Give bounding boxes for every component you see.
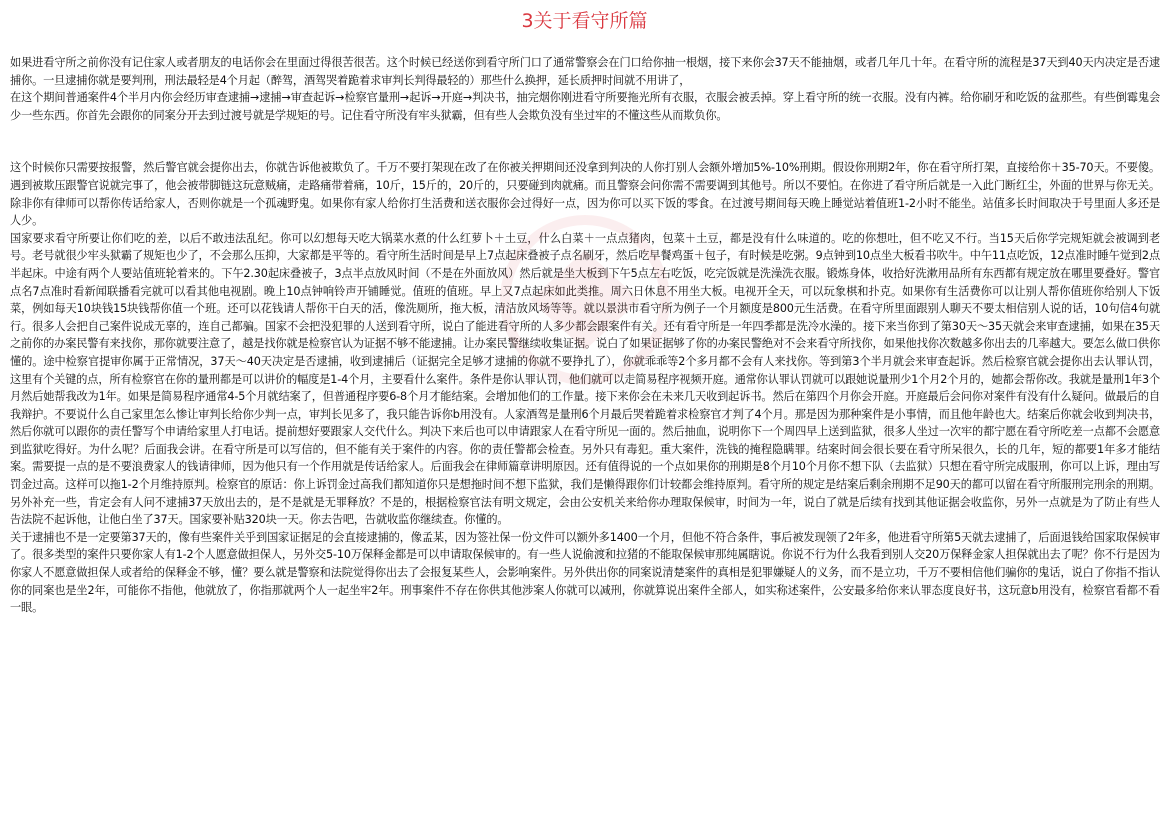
paragraph-1: 如果进看守所之前你没有记住家人或者朋友的电话你会在里面过得很苦很苦。这个时候已经送你到看守所门口了通常警察会在门口给你抽一根烟，接下来你会37天不能抽烟，或者几年几十年。在看守所的流程是37天到40天内决定是否逮捕你。一旦逮捕你就是要判刑，刑法最轻是4个月起（醉驾，酒驾哭着跪着求审判长判得最轻的）那些什么换押，延长质押时间就不用讲了， — [10, 56, 1160, 87]
paragraph-spacer — [10, 124, 1160, 159]
paragraph-5: 关于逮捕也不是一定要第37天的，像有些案件关乎到国家证据足的会直接逮捕的，像孟某，因为签社保一份文件可以额外多1400一个月，但他不符合条件，事后被发现领了2年多，他进看守所第5天就去逮捕了，后面退钱给国家取保候审了。很多类型的案件只要你家人有1-2个人愿意做担保人，另外交5-10万保释金都是可以申请取保候审的。有一些人说偷渡和拉猪的不能取保候审那纯属瞎说。你说不行为什么我看到别人交20万保释金家人担保就出去了呢？你不行是因为你家人不愿意做担保人或者给的保释金不够，懂？要么就是警察和法院觉得你出去了会报复某些人，会影响案件。另外供出你的同案说清楚案件的真相是犯罪嫌疑人的义务，而不是立功，千万不要相信他们骗你的鬼话，说白了你指不指认你的同案也是坐2年，可能你不指他，他就放了，你指那就两个人一起坐牢2年。刑事案件不存在你供其他涉案人你就可以减刑，你就算说出案件全部人，如实称述案件，公安最多给你来认罪态度良好书，这玩意b用没有，检察官看都不看一眼。 — [10, 530, 1160, 615]
article-title: 3关于看守所篇 — [521, 10, 648, 32]
article-body — [10, 54, 1160, 617]
paragraph-4: 国家要求看守所要让你们吃的差，以后不敢违法乱纪。你可以幻想每天吃大锅菜水煮的什么红萝卜＋土豆，什么白菜＋一点点猪肉，包菜＋土豆，都是没有什么味道的。吃的你想吐，但不吃又不行。当15天后你学完规矩就会被调到老号。老号就很少牢头狱霸了规矩也少了，不会那么压抑，大家都是平等的。看守所生活时间是早上7点起床叠被子点名刷牙，然后吃早餐鸡蛋＋包子，有时候是吃粥。9点钟到10点坐大板看书吹牛。中午11点吃饭，12点准时睡午觉到2点半起床。中途有两个人要站值班轮着来的。下午2.30起床叠被子，3点半点放风时间（不是在外面放风）然后就是坐大板到下午5点左右吃饭，吃完饭就是洗澡洗衣服。锻炼身体，收拾好洗漱用品所有东西都有规定放在哪里要叠好。警官点名7点准时看新闻联播看完就可以看其他电视剧。晚上10点钟响铃声开铺睡觉。值班的值班。早上又7点起床如此类推。周六日休息不用坐大板。电视开全天，可以玩象棋和扑克。如果你有生活费你可以让别人帮你值班你给别人下饭菜，例如每天10块钱15块钱帮你值一个班。还可以花钱请人帮你干白天的活，像洗厕所，拖大板，清洁放风场等等。就以景洪市看守所为例子一个月额度是800元生活费。在看守所里面跟别人聊天不要太相信别人说的话，10句信4句就行。很多人会把自己案件说成无辜的，连自己都骗。国家不会把没犯罪的人送到看守所，说白了能进看守所的人多少都会跟案件有关。还有看守所是一年四季都是洗冷水澡的。接下来当你到了第30天～35天就会来审查逮捕，如果在35天之前你的办案民警有来找你，那你就要注意了，越是找你就是检察官认为证据不够不能逮捕。让办案民警继续收集证据。说白了如果证据够了你的办案民警绝对不会来看守所找你，如果他找你次数越多你出去的几率越大。要怎么做口供你懂的。途中检察官提审你属于正常情况，37天～40天决定是否逮捕，收到逮捕后（证据完全足够才逮捕的你就不要挣扎了），你就乖乖等2个多月都不会有人来找你。等到第3个半月就会来审查起诉。然后检察官就会提你出去认罪认罚，这里有个关键的点，所有检察官在你的量刑都是可以讲价的幅度是1-4个月，主要看什么案件。条件是你认罪认罚，他们就可以走简易程序视频开庭。通常你认罪认罚就可以跟她说量刑少1个月2个月的，她都会帮你改。我就是量刑1年3个月然后她帮我改为1年。如果是简易程序通常4-5个月就结案了，但普通程序要6-8个月才能结案。会增加他们的工作量。接下来你会在未来几天收到起诉书。然后在第四个月你会开庭。开庭最后会问你对案件有没有什么疑问。做最后的自我辩护。不要说什么自己家里怎么惨让审判长给你少判一点，审判长见多了，我只能告诉你b用没有。人家酒驾是量刑6个月最后哭着跪着求检察官才判了4个月。那是因为那种案件是小事情，而且他年龄也大。结案后你就会收到判决书，然后你就可以跟你的责任警写个申请给家里人打电话。提前想好要跟家人交代什么。判决下来后也可以申请跟家人在看守所见一面的。然后抽血，说明你下一个周四早上送到监狱，很多人坐过一次牢的都宁愿在看守所吃差一点都不会愿意到监狱吃得好。为什么呢？后面我会讲。在看守所是可以写信的，但不能有关于案件的内容。你的责任警都会检查。另外只有毒犯。重大案件，洗钱的掩程隐瞒罪。结案时间会很长要在看守所呆很久，长的几年，短的都要1年多才能结案。需要提一点的是不要浪费家人的钱请律师，因为他只有一个作用就是传话给家人。后面我会在律师篇章讲明原因。还有值得说的一个点如果你的刑期是8个月10个月你不想下队（去监狱）只想在看守所完成服刑，你可以上诉，理由写罚金过高。这样可以拖1-2个月维持原判。检察官的原话：你上诉罚金过高我们都知道你只是想拖时间不想下监狱，我们是懒得跟你们计较都会维持原判。看守所的规定是结案后剩余刑期不足90天的都可以留在看守所服刑完刑余的刑期。另外补充一些，肯定会有人问不逮捕37天放出去的，是不是就是无罪释放？不是的，根据检察官法有明文规定，会由公安机关来给你办理取保候审，时间为一年，说白了就是后续有找到其他证据会收监你，另外一点就是为了防止有些人告法院不起诉他，让他白坐了37天。国家要补贴320块一天。你去告吧，告就收监你继续查。你懂的。 — [10, 231, 1160, 527]
paragraph-2: 在这个期间普通案件4个半月内你会经历审查逮捕→逮捕→审查起诉→检察官量刑→起诉→开庭→判决书，抽完烟你刚进看守所要拖光所有衣服，衣服会被丢掉。穿上看守所的统一衣服。没有内裤。给你刷牙和吃饭的盆那些。有些倒霉鬼会少一些东西。你首先会跟你的同案分开去到过渡号就是学规矩的号。记住看守所没有牢头狱霸，但有些人会欺负没有坐过牢的不懂这些从而欺负你。 — [10, 91, 1160, 122]
paragraph-3: 这个时候你只需要按报警，然后警官就会提你出去，你就告诉他被欺负了。千万不要打架现在改了在你被关押期间还没拿到判决的人你打别人会额外增加5%-10%刑期。假设你刑期2年，你在看守所打架，直接给你＋35-70天。不要傻。遇到被欺压跟警官说就完事了，他会被带脚链这玩意贼痛，走路痛带着痛，10斤，15斤的，20斤的，只要碰到肉就痛。而且警察会问你需不需要调到其他号。所以不要怕。在你进了看守所后就是一入此门断红尘，外面的世界与你无关。除非你有律师可以帮你传话给家人，否则你就是一个孤魂野鬼。如果你有家人给你打生活费和送衣服你会过得好一点，因为你可以买下饭的零食。在过渡号期间每天晚上睡觉站着值班1-2小时不能坐。站值多长时间取决于号里面人多还是人少。 — [10, 161, 1160, 228]
